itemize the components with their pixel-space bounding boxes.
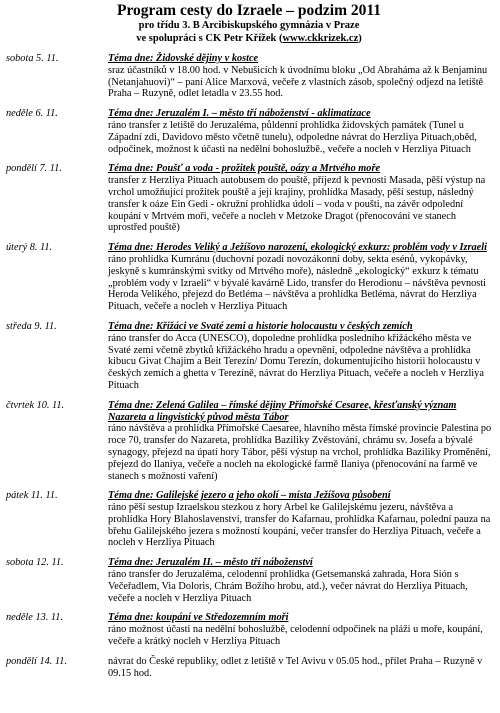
entry-content [108, 490, 494, 549]
entry-date: neděle 6. 11. [6, 108, 58, 120]
entry-description: sraz účastníků v 18.00 hod. v Nebušicích k úvodnímu bloku „Od Abraháma až k Benjaminu (Netanjahuovi)“ – paní Alice Marxová, večeře z vlastních zásob, společný odjezd na letiště Praha – Ruzyně, odlet letadla v 23.55 hod. [108, 64, 488, 100]
document-subtitle-class: pro třídu 3. B Arcibiskupského gymnázia v Praze [138, 20, 360, 31]
entry-description: ráno prohlídka Kumránu (duchovní pozadí novozákonní doby, sekta esénů, vykopávky, jeskyně s kumránskými svitky od Mrtvého moře), následně „ekologický“ exkurz k tématu „problém vody v Izraeli“ v bývalé kavárně Lido, transfer do Herodionu – návštěva pevnosti Heroda Velikého, přejezd do Betléma – návštěva a prohlídka Betléma, návrat do Herzliya Pituach, večeře a nocleh v Herzliya Pituach [108, 253, 486, 313]
schedule-entry [4, 53, 494, 100]
document-header [4, 2, 494, 45]
schedule-entry [4, 242, 494, 313]
entry-theme: Téma dne: Zelená Galilea – římské dějiny Přímořské Cesaree, křesťanský význam Nazareta a lingvistický původ města Tábor [108, 399, 457, 423]
schedule-entry [4, 557, 494, 604]
entry-content [108, 53, 494, 100]
entry-content [108, 656, 494, 680]
entry-content [108, 400, 494, 483]
entry-content [108, 557, 494, 604]
entry-date: pondělí 14. 11. [6, 655, 68, 667]
entry-description: návrat do České republiky, odlet z letiště v Tel Avivu v 05.05 hod., přílet Praha – Ruzyně v 09.15 hod. [108, 655, 483, 679]
entry-date: sobota 12. 11. [6, 557, 64, 569]
entry-content [108, 321, 494, 392]
schedule-entry [4, 108, 494, 155]
entry-theme: Téma dne: Poušť a voda - prožitek pouště, oázy a Mrtvého moře [108, 163, 381, 175]
schedule-entry [4, 612, 494, 647]
agency-text-end: ) [358, 32, 362, 44]
entry-date: sobota 5. 11. [6, 53, 59, 64]
entry-content [108, 108, 494, 155]
entry-description: ráno návštěva a prohlídka Přímořské Caesaree, hlavního města římské provincie Palestina po roce 70, transfer do Nazareta, prohlídka Baziliky Zvěstování, chrámu sv. Josefa a bývalé synagogy, přejezd na úpatí hory Tábor, pěší výstup na vrchol, prohlídka Baziliky Proměnění, přejezd do Ilaniya, večeře a nocleh na ekologické farmě Ilaniya (přenocování na farmě ve stanech s možností vaření) [108, 423, 492, 482]
entry-content [108, 242, 494, 313]
entry-theme: Téma dne: koupání ve Středozemním moři [108, 612, 289, 624]
entry-date: úterý 8. 11. [6, 242, 53, 254]
entry-theme: Téma dne: Herodes Veliký a Ježíšovo narození, ekologický exkurz: problém vody v Izraeli [108, 242, 487, 254]
entry-date: čtvrtek 10. 11. [6, 399, 65, 411]
entry-date: pátek 11. 11. [6, 490, 58, 502]
document-title: Program cesty do Izraele – podzim 2011 [116, 2, 382, 19]
entry-date: pondělí 7. 11. [6, 163, 62, 175]
entry-description: ráno transfer z letiště do Jeruzaléma, půldenní prohlídka židovských památek (Tunel u Západní zdi, Davidovo město včetně tunelu), odpoledne návrat do Herzliya Pituach,oběd, odpočinek, možnost k účasti na nedělní bohoslužbě., večeře a nocleh v Herzliya Pituach [108, 119, 477, 155]
agency-text: ve spolupráci s CK Petr Křížek ( [136, 32, 283, 44]
schedule-entry [4, 400, 494, 483]
schedule [4, 53, 494, 679]
entry-description: ráno možnost účasti na nedělní bohoslužbě, celodenní odpočinek na pláži u moře, koupání, večeře a krátký nocleh v Herzliya Pituach [108, 624, 483, 648]
schedule-entry [4, 490, 494, 549]
entry-date: středa 9. 11. [6, 320, 57, 332]
document-subtitle-agency [4, 33, 494, 46]
entry-theme: Téma dne: Židovské dějiny v kostce [108, 53, 259, 64]
schedule-entry [4, 321, 494, 392]
entry-description: ráno transfer do Acca (UNESCO), dopoledne prohlídka posledního křižáckého města ve Svaté zemi včetně zbytků křižáckého hradu a opevnění, odpoledne návštěva a prohlídka kibucu Givat Chajim a Beit Terezín/ Domu Terezín, dokumentujícího historii holocaustu v českých zemích a ghetta v Terezíně, návrat do Herzliya Pituach, večeře a nocleh v Herzliya Pituach [108, 332, 484, 391]
entry-description: ráno pěší sestup Izraelskou stezkou z hory Arbel ke Galilejskému jezeru, návštěva a prohlídka Hory Blahoslavenství, transfer do Kafarnau, prohlídka Kafarnau, polední pauza na břehu Galilejského jezera s možností koupání, večer transfer do Herzliya Pituach, večeře a nocleh v Herzliya Pituach [108, 502, 491, 549]
schedule-entry [4, 656, 494, 680]
entry-date: neděle 13. 11. [6, 612, 63, 624]
entry-theme: Téma dne: Jeruzalém I. – město tří náboženství - aklimatizace [108, 108, 371, 120]
agency-website-link[interactable]: www.ckkrizek.cz [282, 32, 359, 44]
entry-description: transfer z Herzliya Pituach autobusem do pouště, příjezd k pevnosti Masada, pěší výstup na vrchol umožňující prožitek pouště a její krajiny, prohlídka Masady, pěší sestup, následný transfer k oáze Ein Gedi - okružní prohlídka údolí – voda v poušti, na závěr odpolední koupání v Mrtvém moři, večeře a nocleh v Metzoke Dragot (přenocování ve stanech uprostřed pouště) [108, 175, 486, 234]
entry-content [108, 163, 494, 234]
entry-theme: Téma dne: Jeruzalém II. – město tří náboženství [108, 557, 313, 569]
entry-theme: Téma dne: Galilejské jezero a jeho okolí – místa Ježíšova působení [108, 490, 391, 502]
entry-description: ráno transfer do Jeruzaléma, celodenní prohlídka (Getsemanská zahrada, Hora Sión s Večeřadlem, Via Doloris, Chrám Božího hrobu, atd.), večer návrat do Herzliya Pituach, večeře a nocleh v Herzliya Pituach [108, 569, 468, 604]
entry-content [108, 612, 494, 647]
schedule-entry [4, 163, 494, 234]
entry-theme: Téma dne: Křižáci ve Svaté zemi a historie holocaustu v českých zemích [108, 320, 413, 332]
